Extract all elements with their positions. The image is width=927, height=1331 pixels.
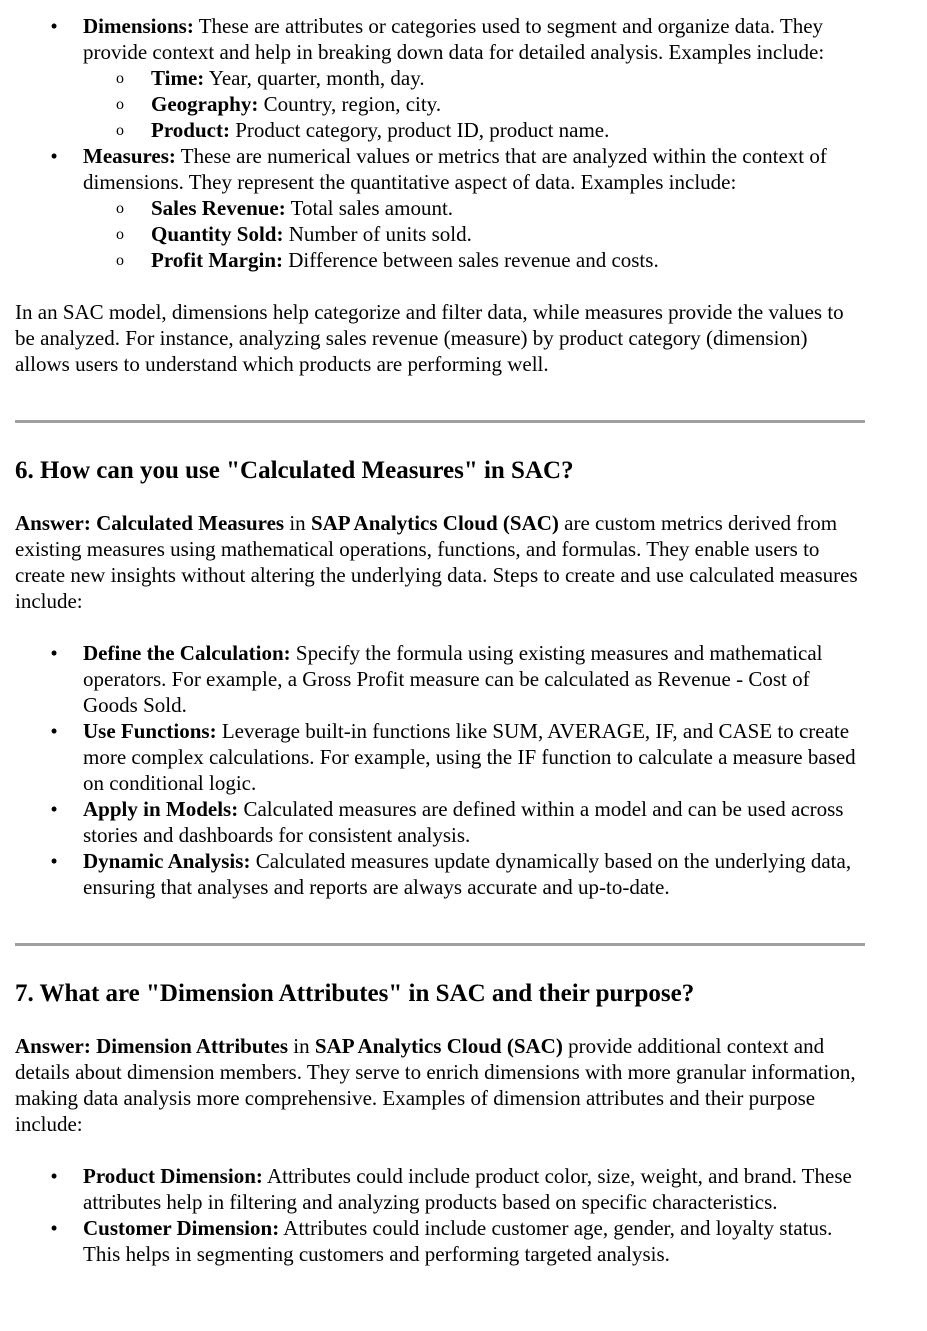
description: Year, quarter, month, day. xyxy=(204,66,425,90)
description: Attributes could include product color, size, weight, and brand. These attributes help in filtering and analyzing products based on specific characteristics. xyxy=(83,1164,852,1214)
term: Measures: xyxy=(83,144,176,168)
section6-answer xyxy=(15,510,865,614)
sub-list-item xyxy=(83,195,865,221)
bullet-icon: • xyxy=(50,1164,58,1188)
description: Calculated measures are defined within a model and can be used across stories and dashboards for consistent analysis. xyxy=(83,797,844,847)
calculated-measures-list xyxy=(15,640,865,900)
term: Dimensions: xyxy=(83,14,194,38)
description: Specify the formula using existing measures and mathematical operators. For example, a Gross Profit measure can be calculated as Revenue - Cost of Goods Sold. xyxy=(83,641,823,717)
document-page xyxy=(15,0,865,1267)
term: Customer Dimension: xyxy=(83,1216,280,1240)
bullet-icon: • xyxy=(50,144,58,168)
answer-label: Answer: xyxy=(15,511,91,535)
connector-text: in xyxy=(284,511,311,535)
description: Difference between sales revenue and costs. xyxy=(283,248,659,272)
term: Time: xyxy=(151,66,205,90)
term: Dynamic Analysis: xyxy=(83,849,251,873)
dimension-attributes-list xyxy=(15,1163,865,1267)
description: Total sales amount. xyxy=(285,196,454,220)
description: These are numerical values or metrics that are analyzed within the context of dimensions. They represent the quantitative aspect of data. Examples include: xyxy=(83,144,827,194)
bullet-icon: • xyxy=(50,849,58,873)
list-item xyxy=(15,13,865,143)
product-name: SAP Analytics Cloud (SAC) xyxy=(310,511,559,535)
section5-closing-paragraph: In an SAC model, dimensions help categorize and filter data, while measures provide the values to be analyzed. For instance, analyzing sales revenue (measure) by product category (dimension) allows users to understand which products are performing well. xyxy=(15,300,844,376)
answer-term: Calculated Measures xyxy=(90,511,285,535)
answer-text: are custom metrics derived from existing measures using mathematical operations, functions, and formulas. They enable users to create new insights without altering the underlying data. Steps to create and use calculated measures include: xyxy=(15,511,858,613)
term: Apply in Models: xyxy=(83,797,239,821)
description: Product category, product ID, product name. xyxy=(229,118,610,142)
answer-text: provide additional context and details about dimension members. They serve to enrich dimensions with more granular information, making data analysis more comprehensive. Examples of dimension attributes and their purpose include: xyxy=(15,1034,856,1136)
list-item xyxy=(15,1163,865,1215)
list-item xyxy=(15,640,865,718)
sub-list xyxy=(83,195,865,273)
circle-bullet-icon: o xyxy=(116,226,124,243)
answer-term: Dimension Attributes xyxy=(90,1034,289,1058)
bullet-icon: • xyxy=(50,797,58,821)
answer-label: Answer: xyxy=(15,1034,91,1058)
term: Define the Calculation: xyxy=(83,641,291,665)
term: Geography: xyxy=(151,92,259,116)
sub-list xyxy=(83,65,865,143)
section7-answer xyxy=(15,1033,865,1137)
term: Use Functions: xyxy=(83,719,217,743)
horizontal-rule xyxy=(15,420,865,423)
circle-bullet-icon: o xyxy=(116,122,124,139)
circle-bullet-icon: o xyxy=(116,70,124,87)
circle-bullet-icon: o xyxy=(116,96,124,113)
sub-list-item xyxy=(83,65,865,91)
circle-bullet-icon: o xyxy=(116,252,124,269)
sub-list-item xyxy=(83,247,865,273)
list-item xyxy=(15,848,865,900)
term: Sales Revenue: xyxy=(151,196,286,220)
term: Quantity Sold: xyxy=(151,222,284,246)
product-name: SAP Analytics Cloud (SAC) xyxy=(314,1034,563,1058)
dimensions-measures-list xyxy=(15,13,865,273)
connector-text: in xyxy=(288,1034,315,1058)
bullet-icon: • xyxy=(50,14,58,38)
sub-list-item xyxy=(83,91,865,117)
horizontal-rule xyxy=(15,943,865,946)
term: Product Dimension: xyxy=(83,1164,263,1188)
bullet-icon: • xyxy=(50,1216,58,1240)
description: Leverage built-in functions like SUM, AVERAGE, IF, and CASE to create more complex calculations. For example, using the IF function to calculate a measure based on conditional logic. xyxy=(83,719,856,795)
list-item xyxy=(15,796,865,848)
term: Product: xyxy=(151,118,230,142)
description: Number of units sold. xyxy=(283,222,472,246)
description: Attributes could include customer age, gender, and loyalty status. This helps in segmenting customers and performing targeted analysis. xyxy=(83,1216,833,1266)
sub-list-item xyxy=(83,221,865,247)
description: These are attributes or categories used to segment and organize data. They provide context and help in breaking down data for detailed analysis. Examples include: xyxy=(83,14,825,64)
section6-heading: 6. How can you use "Calculated Measures" in SAC? xyxy=(15,457,574,484)
bullet-icon: • xyxy=(50,641,58,665)
list-item xyxy=(15,718,865,796)
sub-list-item xyxy=(83,117,865,143)
list-item xyxy=(15,1215,865,1267)
description: Country, region, city. xyxy=(258,92,442,116)
section7-heading: 7. What are "Dimension Attributes" in SAC and their purpose? xyxy=(15,980,695,1007)
circle-bullet-icon: o xyxy=(116,200,124,217)
bullet-icon: • xyxy=(50,719,58,743)
list-item xyxy=(15,143,865,273)
description: Calculated measures update dynamically based on the underlying data, ensuring that analyses and reports are always accurate and up-to-date. xyxy=(83,849,852,899)
term: Profit Margin: xyxy=(151,248,283,272)
